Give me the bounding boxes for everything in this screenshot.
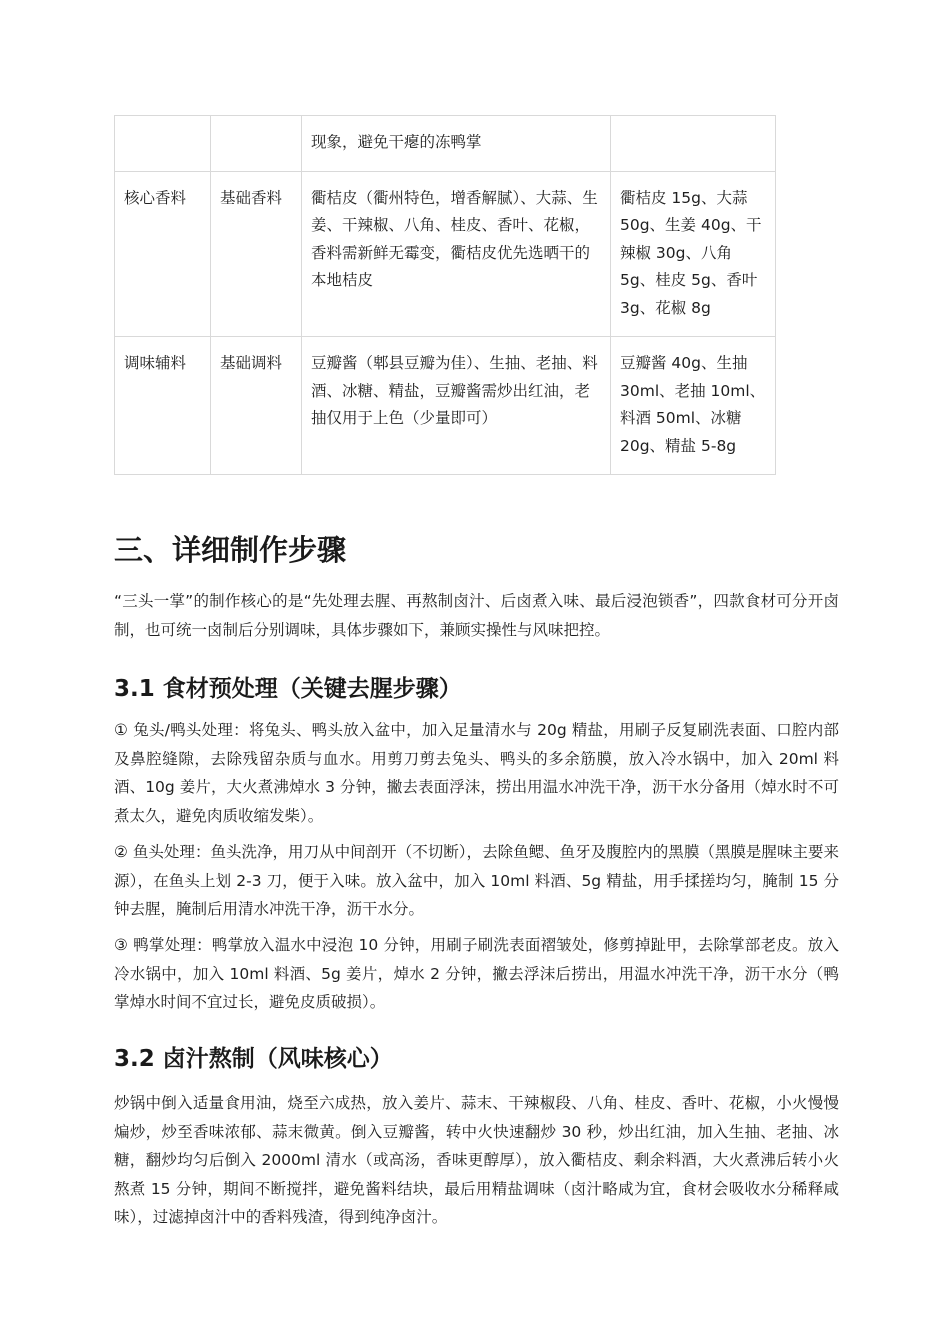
table-cell: 衢桔皮（衢州特色，增香解腻）、大蒜、生姜、干辣椒、八角、桂皮、香叶、花椒，香料需新鲜无霉变，衢桔皮优先选晒干的本地桔皮 [302,171,611,337]
section-intro: “三头一掌”的制作核心的是“先处理去腥、再熬制卤汁、后卤煮入味、最后浸泡锁香”，四款食材可分开卤制，也可统一卤制后分别调味，具体步骤如下，兼顾实操性与风味把控。 [114,592,839,639]
table-cell: 豆瓣酱 40g、生抽 30ml、老抽 10ml、料酒 50ml、冰糖 20g、精盐 5-8g [611,337,776,475]
table-cell [611,116,776,172]
table-cell: 基础调料 [211,337,302,475]
table-cell: 现象，避免干瘪的冻鸭掌 [302,116,611,172]
table-row [115,116,776,172]
brine-paragraph: 炒锅中倒入适量食用油，烧至六成热，放入姜片、蒜末、干辣椒段、八角、桂皮、香叶、花椒，小火慢慢煸炒，炒至香味浓郁、蒜末微黄。倒入豆瓣酱，转中火快速翻炒 30 秒，炒出红油，加入生抽、老抽、冰糖，翻炒均匀后倒入 2000ml 清水（或高汤，香味更醇厚），放入衢桔皮、剩余料酒，大火煮沸后转小火熬煮 15 分钟，期间不断搅拌，避免酱料结块，最后用精盐调味（卤汁略咸为宜，食材会吸收水分稀释咸味），过滤掉卤汁中的香料残渣，得到纯净卤汁。 [114,1094,839,1226]
step-duck-feet: ③ 鸭掌处理：鸭掌放入温水中浸泡 10 分钟，用刷子刷洗表面褶皱处，修剪掉趾甲，去除掌部老皮。放入冷水锅中，加入 10ml 料酒、5g 姜片，焯水 2 分钟，撇去浮沫后捞出，用温水冲洗干净，沥干水分（鸭掌焯水时间不宜过长，避免皮质破损）。 [114,936,839,1011]
table-cell [211,116,302,172]
table-cell [115,116,211,172]
table-cell: 衢桔皮 15g、大蒜 50g、生姜 40g、干辣椒 30g、八角 5g、桂皮 5g、香叶 3g、花椒 8g [611,171,776,337]
table-cell: 调味辅料 [115,337,211,475]
step-rabbit-duck-head: ① 兔头/鸭头处理：将兔头、鸭头放入盆中，加入足量清水与 20g 精盐，用刷子反复刷洗表面、口腔内部及鼻腔缝隙，去除残留杂质与血水。用剪刀剪去兔头、鸭头的多余筋膜，放入冷水锅中，加入 20ml 料酒、10g 姜片，大火煮沸焯水 3 分钟，撇去表面浮沫，捞出用温水冲洗干净，沥干水分备用（焯水时不可煮太久，避免肉质收缩发柴）。 [114,721,839,825]
ingredients-table [114,115,776,475]
subsection-title-brine: 3.2 卤汁熬制（风味核心） [114,1046,393,1072]
table-cell: 核心香料 [115,171,211,337]
table-row [115,171,776,337]
subsection-title-preprocessing: 3.1 食材预处理（关键去腥步骤） [114,676,462,702]
section-title: 三、详细制作步骤 [114,533,347,567]
step-fish-head: ② 鱼头处理：鱼头洗净，用刀从中间剖开（不切断），去除鱼鳃、鱼牙及腹腔内的黑膜（黑膜是腥味主要来源），在鱼头上划 2-3 刀，便于入味。放入盆中，加入 10ml 料酒、5g 精盐，用手揉搓均匀，腌制 15 分钟去腥，腌制后用清水冲洗干净，沥干水分。 [114,843,839,918]
table-cell: 基础香料 [211,171,302,337]
table-cell: 豆瓣酱（郫县豆瓣为佳）、生抽、老抽、料酒、冰糖、精盐，豆瓣酱需炒出红油，老抽仅用于上色（少量即可） [302,337,611,475]
table-row [115,337,776,475]
